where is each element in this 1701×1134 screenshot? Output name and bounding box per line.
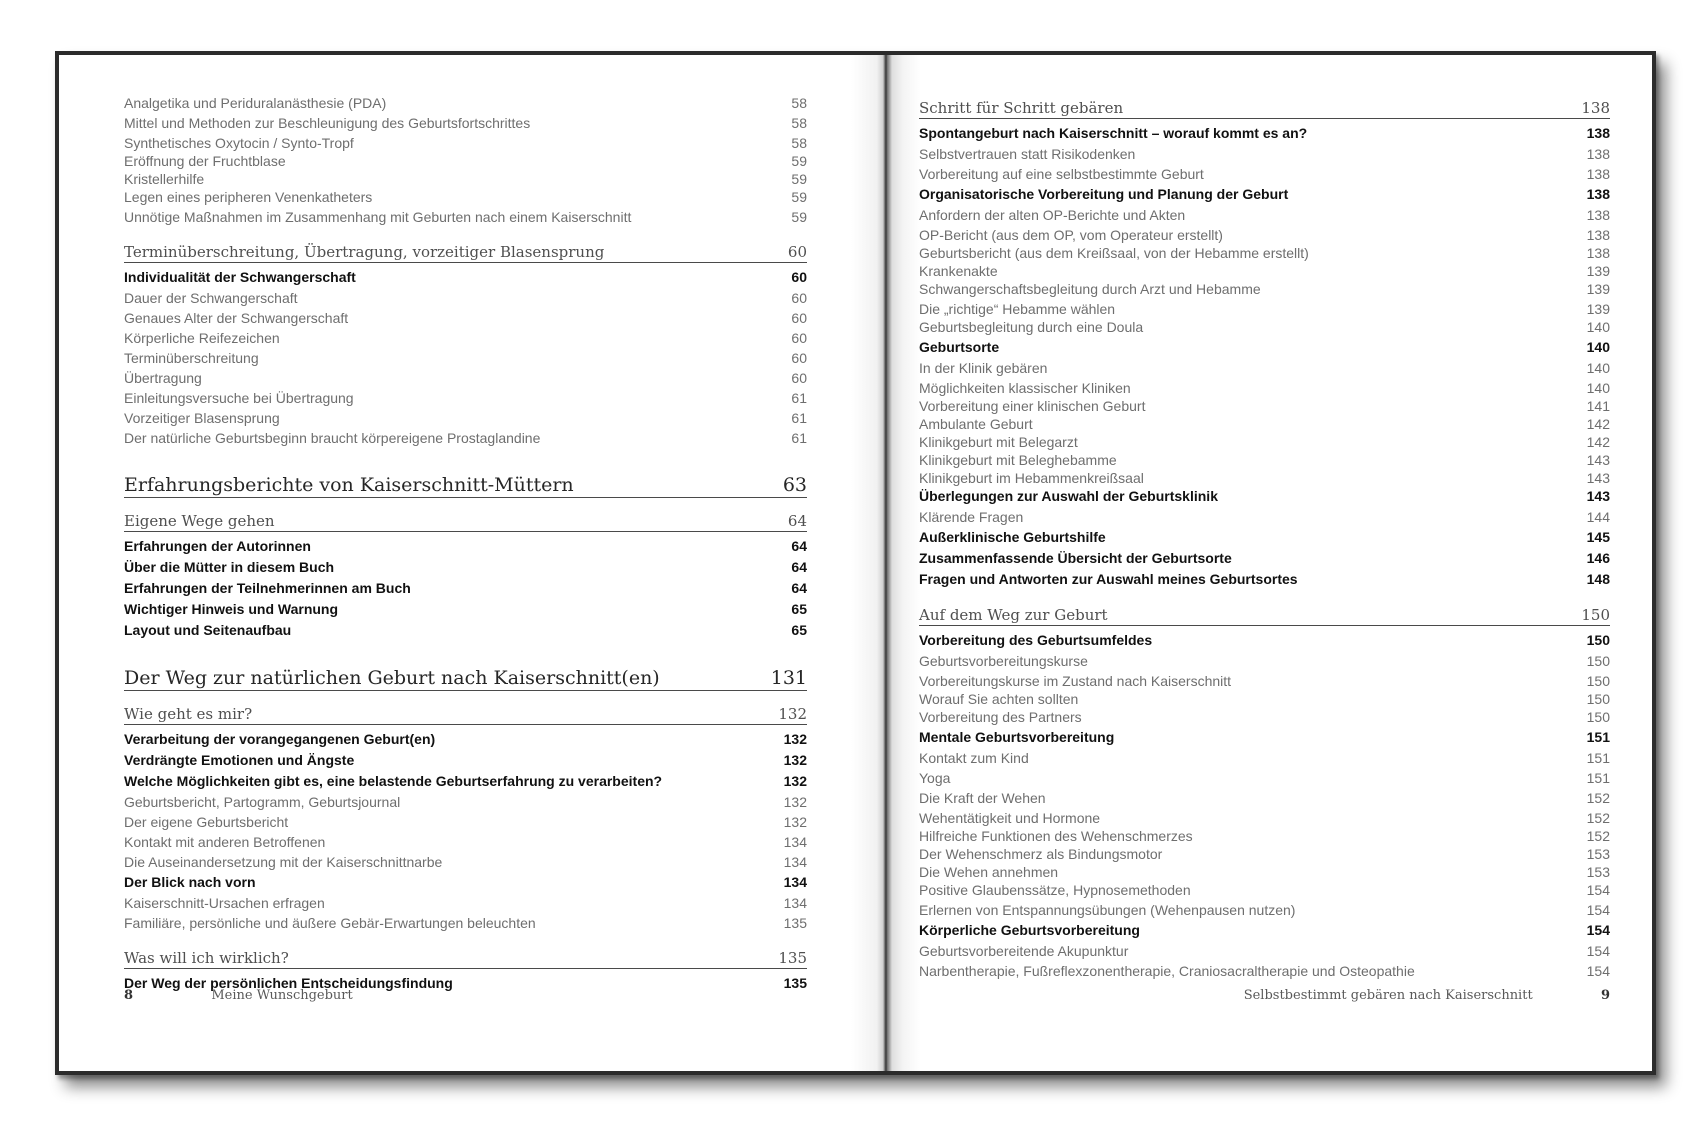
toc-entry [919, 509, 1610, 529]
entry-page-number: 148 [1586, 571, 1610, 587]
entry-page-number: 138 [1586, 186, 1610, 202]
subsection-entry [124, 580, 807, 601]
entry-title: Verarbeitung der vorangegangenen Geburt(en) [124, 731, 436, 747]
toc-entry [124, 330, 807, 350]
toc-entry [124, 135, 807, 153]
entry-page-number: 154 [1586, 922, 1610, 938]
entry-title: Außerklinische Geburtshilfe [919, 529, 1106, 545]
entry-page-number: 60 [791, 269, 807, 285]
toc-entry [919, 709, 1610, 729]
entry-title: Dauer der Schwangerschaft [124, 290, 298, 306]
toc-entry [124, 171, 807, 189]
toc-entry [919, 207, 1610, 227]
entry-page-number: 150 [1581, 606, 1610, 624]
subsection-entry [124, 874, 807, 895]
entry-page-number: 132 [778, 705, 807, 723]
entry-title: Erfahrungen der Teilnehmerinnen am Buch [124, 580, 411, 596]
entry-page-number: 60 [787, 243, 807, 261]
entry-title: Mittel und Methoden zur Beschleunigung des Geburtsfortschrittes [124, 115, 531, 131]
entry-title: Vorbereitung auf eine selbstbestimmte Geburt [919, 166, 1204, 182]
entry-page-number: 134 [783, 834, 807, 850]
entry-page-number: 132 [783, 752, 807, 768]
toc-entry [919, 146, 1610, 166]
entry-page-number: 139 [1586, 263, 1610, 279]
entry-page-number: 60 [791, 330, 807, 346]
entry-page-number: 140 [1586, 360, 1610, 376]
subsection-entry [124, 622, 807, 643]
entry-page-number: 139 [1586, 281, 1610, 297]
entry-page-number: 132 [783, 773, 807, 789]
right-page [854, 55, 1656, 1071]
chapter-heading [124, 470, 807, 498]
subsection-entry [124, 601, 807, 622]
entry-title: Was will ich wirklich? [124, 949, 289, 967]
toc-entry [919, 882, 1610, 902]
entry-page-number: 154 [1586, 902, 1610, 918]
entry-page-number: 138 [1586, 166, 1610, 182]
toc-entry [919, 281, 1610, 301]
entry-page-number: 150 [1586, 709, 1610, 725]
entry-title: Körperliche Reifezeichen [124, 330, 280, 346]
entry-title: Der Blick nach vorn [124, 874, 256, 890]
entry-page-number: 143 [1586, 470, 1610, 486]
entry-page-number: 134 [783, 895, 807, 911]
entry-page-number: 138 [1586, 245, 1610, 261]
toc-entry [124, 794, 807, 814]
entry-title: Legen eines peripheren Venenkatheters [124, 189, 373, 205]
entry-page-number: 154 [1586, 882, 1610, 898]
entry-title: Schritt für Schritt gebären [919, 99, 1124, 117]
entry-page-number: 152 [1586, 810, 1610, 826]
entry-page-number: 150 [1586, 653, 1610, 669]
entry-page-number: 64 [791, 538, 807, 554]
entry-page-number: 143 [1586, 452, 1610, 468]
toc-entry [919, 319, 1610, 339]
entry-page-number: 154 [1586, 943, 1610, 959]
entry-title: Eröffnung der Fruchtblase [124, 153, 286, 169]
page-number: 8 [124, 988, 134, 1003]
entry-title: Wichtiger Hinweis und Warnung [124, 601, 339, 617]
subsection-entry [124, 269, 807, 290]
toc-entry [124, 153, 807, 171]
entry-page-number: 142 [1586, 416, 1610, 432]
toc-entry [919, 943, 1610, 963]
left-page [59, 55, 854, 1071]
entry-title: Krankenakte [919, 263, 998, 279]
toc-left [124, 95, 807, 996]
entry-title: Die Wehen annehmen [919, 864, 1059, 880]
entry-title: Anfordern der alten OP-Berichte und Akten [919, 207, 1186, 223]
entry-title: Erlernen von Entspannungsübungen (Wehenpausen nutzen) [919, 902, 1296, 918]
section-heading [124, 239, 807, 263]
subsection-entry [124, 731, 807, 752]
toc-entry [919, 227, 1610, 245]
toc-entry [124, 350, 807, 370]
entry-title: Layout und Seitenaufbau [124, 622, 292, 638]
toc-entry [919, 750, 1610, 770]
toc-entry [124, 854, 807, 874]
entry-title: Körperliche Geburtsvorbereitung [919, 922, 1140, 938]
toc-entry [124, 430, 807, 450]
toc-entry [919, 301, 1610, 319]
toc-entry [124, 189, 807, 209]
entry-title: Übertragung [124, 370, 202, 386]
entry-page-number: 61 [791, 430, 807, 446]
entry-title: Die „richtige“ Hebamme wählen [919, 301, 1116, 317]
entry-page-number: 132 [783, 814, 807, 830]
entry-title: Der Weg zur natürlichen Geburt nach Kaiserschnitt(en) [124, 667, 660, 689]
toc-entry [124, 895, 807, 915]
entry-page-number: 150 [1586, 632, 1610, 648]
entry-title: Spontangeburt nach Kaiserschnitt – worauf kommt es an? [919, 125, 1308, 141]
entry-title: Erfahrungen der Autorinnen [124, 538, 311, 554]
entry-title: OP-Bericht (aus dem OP, vom Operateur erstellt) [919, 227, 1223, 243]
entry-title: Die Kraft der Wehen [919, 790, 1046, 806]
entry-title: Klinikgeburt im Hebammenkreißsaal [919, 470, 1144, 486]
entry-title: Geburtsvorbereitende Akupunktur [919, 943, 1129, 959]
toc-entry [919, 245, 1610, 263]
entry-title: Schwangerschaftsbegleitung durch Arzt und Hebamme [919, 281, 1261, 297]
toc-entry [919, 380, 1610, 398]
entry-title: Vorbereitung des Geburtsumfeldes [919, 632, 1153, 648]
toc-entry [919, 398, 1610, 416]
entry-page-number: 138 [1586, 146, 1610, 162]
entry-page-number: 142 [1586, 434, 1610, 450]
entry-title: Fragen und Antworten zur Auswahl meines Geburtsortes [919, 571, 1298, 587]
toc-entry [919, 673, 1610, 691]
toc-entry [919, 360, 1610, 380]
toc-entry [919, 790, 1610, 810]
entry-title: Verdrängte Emotionen und Ängste [124, 752, 355, 768]
entry-page-number: 60 [791, 350, 807, 366]
toc-entry [919, 263, 1610, 281]
section-heading [124, 508, 807, 532]
entry-page-number: 152 [1586, 790, 1610, 806]
toc-entry [124, 915, 807, 935]
toc-entry [124, 834, 807, 854]
entry-title: Eigene Wege gehen [124, 512, 275, 530]
entry-title: Kontakt mit anderen Betroffenen [124, 834, 326, 850]
toc-entry [919, 810, 1610, 828]
toc-entry [919, 653, 1610, 673]
toc-entry [124, 390, 807, 410]
entry-title: Vorzeitiger Blasensprung [124, 410, 280, 426]
entry-title: Selbstvertrauen statt Risikodenken [919, 146, 1136, 162]
toc-entry [919, 864, 1610, 882]
entry-title: Vorbereitung einer klinischen Geburt [919, 398, 1146, 414]
entry-page-number: 151 [1586, 770, 1610, 786]
subsection-entry [919, 488, 1610, 509]
entry-page-number: 64 [791, 559, 807, 575]
subsection-entry [124, 773, 807, 794]
entry-page-number: 135 [778, 949, 807, 967]
book-spread [55, 51, 1656, 1075]
entry-page-number: 131 [770, 667, 807, 689]
toc-entry [919, 770, 1610, 790]
subsection-entry [919, 571, 1610, 592]
entry-title: Narbentherapie, Fußreflexzonentherapie, Craniosacraltherapie und Osteopathie [919, 963, 1415, 979]
entry-title: Kaiserschnitt-Ursachen erfragen [124, 895, 325, 911]
toc-entry [124, 209, 807, 229]
entry-page-number: 138 [1581, 99, 1610, 117]
entry-page-number: 64 [787, 512, 807, 530]
entry-page-number: 140 [1586, 380, 1610, 396]
entry-page-number: 135 [783, 915, 807, 931]
toc-entry [919, 166, 1610, 186]
entry-title: Positive Glaubenssätze, Hypnosemethoden [919, 882, 1191, 898]
toc-entry [124, 814, 807, 834]
chapter-heading [124, 663, 807, 691]
entry-page-number: 59 [791, 189, 807, 205]
entry-page-number: 141 [1586, 398, 1610, 414]
subsection-entry [124, 752, 807, 773]
toc-entry [124, 370, 807, 390]
entry-title: Worauf Sie achten sollten [919, 691, 1079, 707]
subsection-entry [919, 729, 1610, 750]
entry-title: Klinikgeburt mit Belegarzt [919, 434, 1078, 450]
entry-page-number: 59 [791, 171, 807, 187]
entry-page-number: 63 [782, 474, 807, 496]
entry-title: Welche Möglichkeiten gibt es, eine belastende Geburtserfahrung zu verarbeiten? [124, 773, 663, 789]
entry-title: Organisatorische Vorbereitung und Planung der Geburt [919, 186, 1289, 202]
entry-page-number: 64 [791, 580, 807, 596]
entry-page-number: 140 [1586, 319, 1610, 335]
entry-title: Wehentätigkeit und Hormone [919, 810, 1101, 826]
entry-page-number: 60 [791, 290, 807, 306]
entry-page-number: 135 [783, 975, 807, 991]
subsection-entry [919, 125, 1610, 146]
entry-title: Überlegungen zur Auswahl der Geburtsklinik [919, 488, 1218, 504]
entry-page-number: 139 [1586, 301, 1610, 317]
entry-page-number: 132 [783, 794, 807, 810]
entry-title: Der Wehenschmerz als Bindungsmotor [919, 846, 1163, 862]
subsection-entry [919, 550, 1610, 571]
subsection-entry [124, 559, 807, 580]
entry-title: Synthetisches Oxytocin / Synto-Tropf [124, 135, 354, 151]
running-title: Selbstbestimmt gebären nach Kaiserschnitt [1243, 988, 1533, 1003]
right-footer [1244, 988, 1610, 1003]
entry-title: Geburtsvorbereitungskurse [919, 653, 1088, 669]
entry-title: Kristellerhilfe [124, 171, 205, 187]
entry-page-number: 154 [1586, 963, 1610, 979]
entry-title: Klinikgeburt mit Beleghebamme [919, 452, 1117, 468]
toc-entry [919, 963, 1610, 983]
entry-page-number: 140 [1586, 339, 1610, 355]
entry-page-number: 61 [791, 390, 807, 406]
entry-title: Auf dem Weg zur Geburt [919, 606, 1108, 624]
entry-title: Geburtsorte [919, 339, 1000, 355]
page-number: 9 [1600, 988, 1610, 1003]
entry-page-number: 134 [783, 854, 807, 870]
entry-title: Geburtsbericht (aus dem Kreißsaal, von der Hebamme erstellt) [919, 245, 1309, 261]
entry-title: Familiäre, persönliche und äußere Gebär-Erwartungen beleuchten [124, 915, 536, 931]
entry-title: Einleitungsversuche bei Übertragung [124, 390, 354, 406]
left-footer [124, 988, 353, 1003]
toc-entry [919, 902, 1610, 922]
toc-entry [919, 691, 1610, 709]
entry-page-number: 65 [791, 601, 807, 617]
entry-title: Vorbereitung des Partners [919, 709, 1082, 725]
toc-entry [919, 828, 1610, 846]
toc-entry [124, 115, 807, 135]
entry-title: Geburtsbericht, Partogramm, Geburtsjournal [124, 794, 401, 810]
subsection-entry [124, 538, 807, 559]
entry-title: Hilfreiche Funktionen des Wehenschmerzes [919, 828, 1193, 844]
entry-page-number: 60 [791, 370, 807, 386]
subsection-entry [919, 922, 1610, 943]
toc-right [919, 95, 1610, 983]
toc-entry [919, 416, 1610, 434]
entry-page-number: 146 [1586, 550, 1610, 566]
entry-page-number: 59 [791, 153, 807, 169]
entry-title: Individualität der Schwangerschaft [124, 269, 356, 285]
subsection-entry [919, 529, 1610, 550]
subsection-entry [919, 632, 1610, 653]
entry-page-number: 138 [1586, 125, 1610, 141]
entry-page-number: 58 [791, 135, 807, 151]
entry-page-number: 138 [1586, 227, 1610, 243]
entry-title: Über die Mütter in diesem Buch [124, 559, 335, 575]
entry-page-number: 145 [1586, 529, 1610, 545]
entry-page-number: 143 [1586, 488, 1610, 504]
entry-page-number: 60 [791, 310, 807, 326]
entry-title: Der natürliche Geburtsbeginn braucht körpereigene Prostaglandine [124, 430, 541, 446]
entry-page-number: 151 [1586, 750, 1610, 766]
section-heading [919, 602, 1610, 626]
entry-title: Unnötige Maßnahmen im Zusammenhang mit Geburten nach einem Kaiserschnitt [124, 209, 632, 225]
toc-entry [124, 410, 807, 430]
entry-page-number: 65 [791, 622, 807, 638]
entry-page-number: 152 [1586, 828, 1610, 844]
entry-title: Wie geht es mir? [124, 705, 253, 723]
entry-page-number: 61 [791, 410, 807, 426]
entry-title: Analgetika und Periduralanästhesie (PDA) [124, 95, 387, 111]
entry-title: Möglichkeiten klassischer Kliniken [919, 380, 1131, 396]
entry-page-number: 58 [791, 95, 807, 111]
entry-page-number: 153 [1586, 864, 1610, 880]
entry-title: Vorbereitungskurse im Zustand nach Kaiserschnitt [919, 673, 1232, 689]
entry-page-number: 153 [1586, 846, 1610, 862]
toc-entry [919, 846, 1610, 864]
toc-entry [919, 470, 1610, 488]
entry-title: Genaues Alter der Schwangerschaft [124, 310, 349, 326]
section-heading [919, 95, 1610, 119]
entry-page-number: 138 [1586, 207, 1610, 223]
entry-page-number: 144 [1586, 509, 1610, 525]
entry-title: Terminüberschreitung [124, 350, 259, 366]
entry-title: Zusammenfassende Übersicht der Geburtsorte [919, 550, 1232, 566]
entry-page-number: 150 [1586, 691, 1610, 707]
entry-title: Die Auseinandersetzung mit der Kaiserschnittnarbe [124, 854, 443, 870]
entry-page-number: 134 [783, 874, 807, 890]
toc-entry [124, 310, 807, 330]
entry-title: Yoga [919, 770, 951, 786]
toc-entry [919, 452, 1610, 470]
subsection-entry [919, 339, 1610, 360]
entry-title: Kontakt zum Kind [919, 750, 1029, 766]
entry-title: Der eigene Geburtsbericht [124, 814, 289, 830]
entry-title: Ambulante Geburt [919, 416, 1033, 432]
entry-page-number: 58 [791, 115, 807, 131]
entry-title: Klärende Fragen [919, 509, 1024, 525]
section-heading [124, 701, 807, 725]
entry-page-number: 59 [791, 209, 807, 225]
toc-entry [124, 290, 807, 310]
entry-title: Mentale Geburtsvorbereitung [919, 729, 1115, 745]
toc-entry [124, 95, 807, 115]
subsection-entry [919, 186, 1610, 207]
entry-page-number: 151 [1586, 729, 1610, 745]
entry-title: Terminüberschreitung, Übertragung, vorzeitiger Blasensprung [124, 243, 605, 261]
entry-title: In der Klinik gebären [919, 360, 1048, 376]
running-title: Meine Wunschgeburt [211, 988, 353, 1003]
toc-entry [919, 434, 1610, 452]
entry-page-number: 150 [1586, 673, 1610, 689]
section-heading [124, 945, 807, 969]
entry-title: Geburtsbegleitung durch eine Doula [919, 319, 1144, 335]
entry-title: Der Weg der persönlichen Entscheidungsfindung [124, 975, 453, 991]
entry-page-number: 132 [783, 731, 807, 747]
entry-title: Erfahrungsberichte von Kaiserschnitt-Müttern [124, 474, 574, 496]
